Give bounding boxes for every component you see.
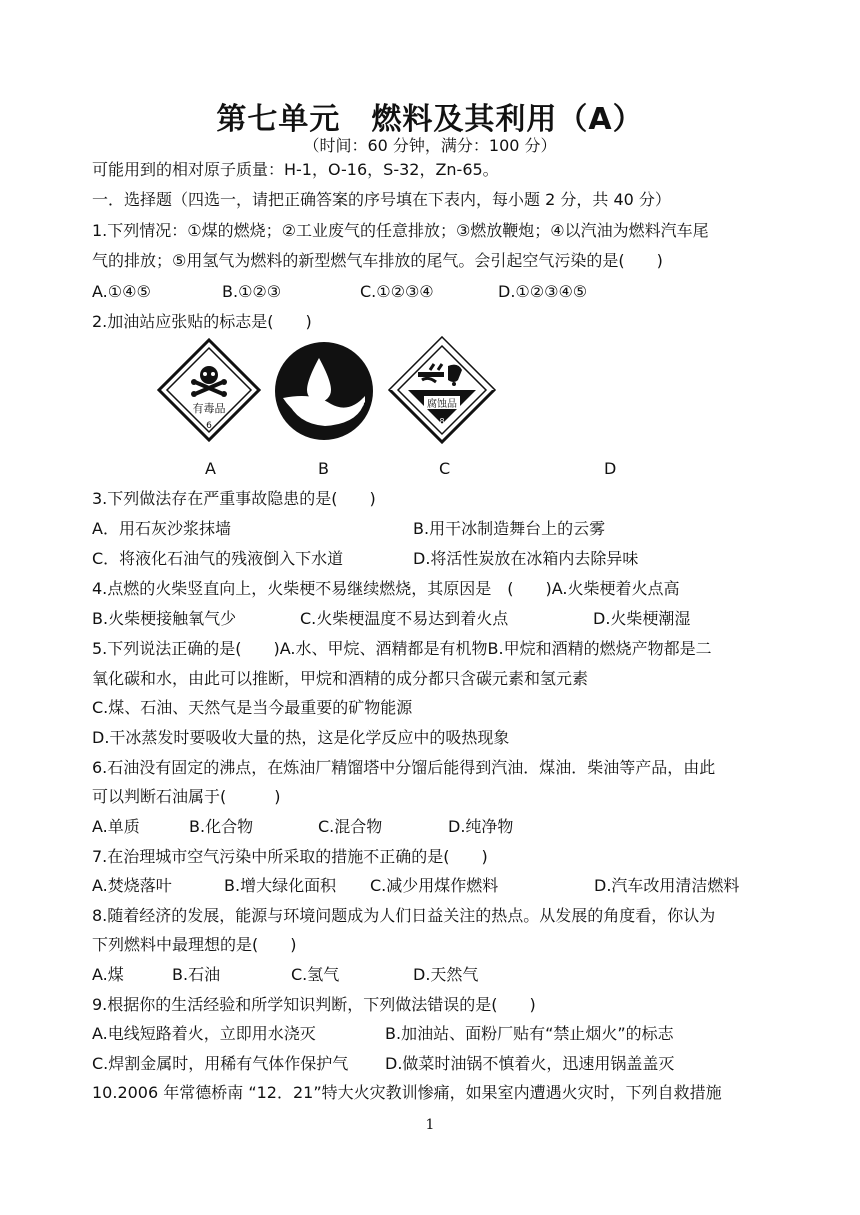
- question-6-stem-line-1: 6.石油没有固定的沸点，在炼油厂精馏塔中分馏后能得到汽油．煤油．柴油等产品，由此: [92, 758, 716, 777]
- question-7-stem: 7.在治理城市空气污染中所采取的措施不正确的是( ): [92, 847, 488, 866]
- question-4-option-d: D.火柴梗潮湿: [593, 609, 691, 628]
- question-3-option-a: A．用石灰沙浆抹墙: [92, 519, 231, 538]
- question-7-option-a: A.焚烧落叶: [92, 876, 172, 895]
- question-6-option-b: B.化合物: [189, 817, 254, 836]
- question-9-option-d: D.做菜时油锅不慎着火，迅速用锅盖盖灭: [385, 1054, 675, 1073]
- question-3-option-c: C．将液化石油气的残液倒入下水道: [92, 549, 344, 568]
- question-8-option-c: C.氢气: [291, 965, 340, 984]
- question-10-stem: 10.2006 年常德桥南 “12．21”特大火灾教训惨痛，如果室内遭遇火灾时，下列自救措施: [92, 1083, 722, 1102]
- sign-label-b: B: [318, 459, 329, 478]
- corrosive-sign-class: 8: [439, 417, 445, 426]
- question-1-stem-line-2: 气的排放；⑤用氢气为燃料的新型燃气车排放的尾气。会引起空气污染的是( ): [92, 251, 663, 270]
- question-5-stem-line-1: 5.下列说法正确的是( )A.水、甲烷、酒精都是有机物B.甲烷和酒精的燃烧产物都是二: [92, 639, 712, 658]
- question-9-option-a: A.电线短路着火，立即用水浇灭: [92, 1024, 316, 1043]
- question-3-option-d: D.将活性炭放在冰箱内去除异味: [413, 549, 639, 568]
- question-4-stem: 4.点燃的火柴竖直向上，火柴梗不易继续燃烧，其原因是 ( )A.火柴梗着火点高: [92, 579, 680, 598]
- question-4-option-c: C.火柴梗温度不易达到着火点: [300, 609, 509, 628]
- question-1-option-b: B.①②③: [222, 282, 282, 301]
- sign-label-d: D: [604, 459, 617, 478]
- water-drop-sign-icon: [273, 340, 375, 442]
- corrosive-sign-text: 腐蚀品: [427, 399, 457, 410]
- page-title: 第七单元 燃料及其利用（A）: [216, 102, 644, 137]
- toxic-sign-class: 6: [206, 421, 212, 431]
- question-9-option-b: B.加油站、面粉厂贴有“禁止烟火”的标志: [385, 1024, 674, 1043]
- question-1-option-d: D.①②③④⑤: [498, 282, 588, 301]
- page-number: 1: [425, 1117, 435, 1133]
- question-9-stem: 9.根据你的生活经验和所学知识判断，下列做法错误的是( ): [92, 995, 536, 1014]
- question-8-option-d: D.天然气: [413, 965, 479, 984]
- question-3-stem: 3.下列做法存在严重事故隐患的是( ): [92, 489, 376, 508]
- toxic-sign-text: 有毒品: [192, 402, 226, 415]
- question-6-option-a: A.单质: [92, 817, 140, 836]
- question-6-stem-line-2: 可以判断石油属于( ): [92, 787, 281, 806]
- atomic-masses-note: 可能用到的相对原子质量：H-1，O-16，S-32，Zn-65。: [92, 160, 499, 179]
- question-1-option-a: A.①④⑤: [92, 282, 151, 301]
- question-4-option-b: B.火柴梗接触氧气少: [92, 609, 237, 628]
- question-5-stem-line-2: 氧化碳和水，由此可以推断，甲烷和酒精的成分都只含碳元素和氢元素: [92, 669, 589, 688]
- toxic-sign-icon: [157, 338, 261, 442]
- sign-label-c: C: [439, 459, 451, 478]
- question-7-option-d: D.汽车改用清洁燃料: [594, 876, 740, 895]
- question-8-option-b: B.石油: [172, 965, 221, 984]
- question-8-option-a: A.煤: [92, 965, 124, 984]
- question-9-option-c: C.焊割金属时，用稀有气体作保护气: [92, 1054, 349, 1073]
- question-6-option-d: D.纯净物: [448, 817, 514, 836]
- question-8-stem-line-1: 8.随着经济的发展，能源与环境问题成为人们日益关注的热点。从发展的角度看，你认为: [92, 906, 716, 925]
- question-6-option-c: C.混合物: [318, 817, 383, 836]
- question-7-option-c: C.减少用煤作燃料: [370, 876, 499, 895]
- question-1-option-c: C.①②③④: [360, 282, 434, 301]
- corrosive-sign-icon: [388, 336, 496, 444]
- question-5-option-c: C.煤、石油、天然气是当今最重要的矿物能源: [92, 698, 413, 717]
- question-2-stem: 2.加油站应张贴的标志是( ): [92, 312, 312, 331]
- question-8-stem-line-2: 下列燃料中最理想的是( ): [92, 935, 297, 954]
- sign-label-a: A: [205, 459, 216, 478]
- section-heading: 一．选择题（四选一，请把正确答案的序号填在下表内，每小题 2 分，共 40 分）: [92, 190, 671, 209]
- question-5-option-d: D.干冰蒸发时要吸收大量的热，这是化学反应中的吸热现象: [92, 728, 510, 747]
- question-1-stem-line-1: 1.下列情况：①煤的燃烧；②工业废气的任意排放；③燃放鞭炮；④以汽油为燃料汽车尾: [92, 221, 709, 240]
- question-3-option-b: B.用干冰制造舞台上的云雾: [413, 519, 606, 538]
- exam-time-score: （时间：60 分钟，满分：100 分）: [303, 136, 557, 155]
- question-7-option-b: B.增大绿化面积: [224, 876, 337, 895]
